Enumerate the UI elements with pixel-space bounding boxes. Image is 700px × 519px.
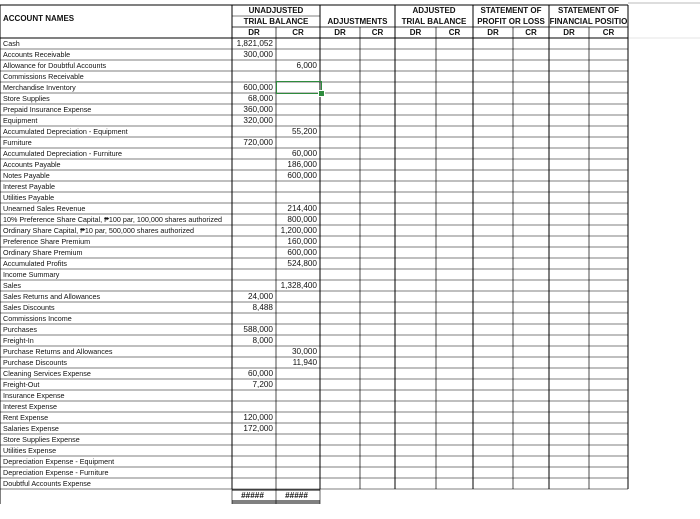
unadjusted-dr-cell[interactable]	[232, 148, 273, 159]
account-name-cell[interactable]: Accounts Payable	[3, 160, 61, 169]
unadjusted-dr-cell[interactable]	[232, 60, 273, 71]
unadjusted-cr-cell[interactable]: 6,000	[296, 61, 317, 70]
account-name-cell[interactable]: Preference Share Premium	[3, 237, 91, 246]
account-name-cell[interactable]: Interest Expense	[3, 402, 57, 411]
unadjusted-dr-cell[interactable]	[232, 401, 273, 412]
account-name-cell[interactable]: Accounts Receivable	[3, 50, 71, 59]
account-name-cell[interactable]: Doubtful Accounts Expense	[3, 479, 91, 488]
dr-column-header: DR	[487, 28, 499, 37]
unadjusted-cr-cell[interactable]	[276, 335, 317, 346]
unadjusted-cr-cell[interactable]: 524,800	[287, 259, 317, 268]
unadjusted-dr-cell[interactable]	[232, 467, 273, 478]
account-name-cell[interactable]: Prepaid Insurance Expense	[3, 105, 92, 114]
cr-column-header: CR	[371, 28, 384, 37]
account-name-cell[interactable]: Merchandise Inventory	[3, 83, 76, 92]
account-names-header: ACCOUNT NAMES	[3, 14, 75, 23]
account-name-cell[interactable]: Depreciation Expense - Furniture	[3, 468, 109, 477]
account-name-cell[interactable]: Commissions Receivable	[3, 72, 84, 81]
unadjusted-cr-cell[interactable]	[276, 291, 317, 302]
dr-column-header: DR	[563, 28, 575, 37]
unadjusted-cr-cell[interactable]	[276, 390, 317, 401]
account-name-cell[interactable]: Rent Expense	[3, 413, 49, 422]
account-name-cell[interactable]: Insurance Expense	[3, 391, 65, 400]
cr-column-header: CR	[292, 28, 304, 37]
account-name-cell[interactable]: Sales	[3, 281, 21, 290]
unadjusted-dr-cell[interactable]	[232, 181, 273, 192]
cr-column-header: CR	[448, 28, 461, 37]
account-name-cell[interactable]: Interest Payable	[3, 182, 55, 191]
unadjusted-dr-cell[interactable]: 7,200	[252, 380, 273, 389]
account-name-cell[interactable]: Income Summary	[3, 270, 60, 279]
unadjusted-dr-cell[interactable]: 68,000	[247, 94, 273, 103]
unadjusted-cr-cell[interactable]: 160,000	[287, 237, 317, 246]
account-name-cell[interactable]: Ordinary Share Capital, ₱10 par, 500,000 shares authorized	[3, 226, 194, 235]
account-name-cell[interactable]: Unearned Sales Revenue	[3, 204, 86, 213]
unadjusted-cr-cell[interactable]	[276, 38, 317, 49]
cr-column-header: CR	[525, 28, 537, 37]
unadjusted-dr-cell[interactable]: 8,488	[252, 303, 273, 312]
account-name-cell[interactable]: Accumulated Profits	[3, 259, 67, 268]
unadjusted-dr-cell[interactable]	[232, 346, 273, 357]
unadjusted-dr-cell[interactable]	[232, 247, 273, 258]
adjusted-header-line1: ADJUSTED	[412, 6, 456, 15]
account-name-cell[interactable]: Freight-In	[3, 336, 34, 345]
account-name-cell[interactable]: Equipment	[3, 116, 38, 125]
unadjusted-cr-cell[interactable]	[276, 137, 317, 148]
unadjusted-dr-cell[interactable]	[232, 71, 273, 82]
unadjusted-header-line2: TRIAL BALANCE	[243, 17, 309, 26]
unadjusted-dr-cell[interactable]: 360,000	[243, 105, 273, 114]
unadjusted-cr-cell[interactable]	[276, 313, 317, 324]
unadjusted-cr-cell[interactable]	[276, 412, 317, 423]
unadjusted-dr-cell[interactable]	[232, 280, 273, 291]
unadjusted-dr-cell[interactable]: 320,000	[243, 116, 273, 125]
account-name-cell[interactable]: Purchase Returns and Allowances	[3, 347, 113, 356]
unadjusted-cr-cell[interactable]: 214,400	[287, 204, 317, 213]
account-name-cell[interactable]: Purchase Discounts	[3, 358, 67, 367]
unadjusted-dr-cell[interactable]: 1,821,052	[236, 39, 273, 48]
unadjusted-cr-cell[interactable]: 60,000	[291, 149, 317, 158]
selected-cell-outline[interactable]	[276, 81, 322, 94]
unadjusted-dr-cell[interactable]	[232, 170, 273, 181]
unadjusted-dr-cell[interactable]: 588,000	[243, 325, 273, 334]
unadjusted-cr-cell[interactable]	[276, 93, 317, 104]
account-name-cell[interactable]: Store Supplies	[3, 94, 50, 103]
dr-column-header: DR	[248, 28, 260, 37]
unadjusted-dr-cell[interactable]: 8,000	[252, 336, 273, 345]
cr-column-header: CR	[602, 28, 615, 37]
unadjusted-dr-cell[interactable]	[232, 434, 273, 445]
account-name-cell[interactable]: Store Supplies Expense	[3, 435, 80, 444]
unadjusted-cr-cell[interactable]: 800,000	[287, 215, 317, 224]
unadjusted-dr-cell[interactable]: 120,000	[243, 413, 273, 422]
unadjusted-cr-cell[interactable]	[276, 368, 317, 379]
unadjusted-dr-cell[interactable]	[232, 390, 273, 401]
unadjusted-dr-cell[interactable]	[232, 203, 273, 214]
unadjusted-dr-cell[interactable]	[232, 456, 273, 467]
adjustments-header: ADJUSTMENTS	[327, 17, 388, 26]
unadjusted-dr-cell[interactable]: 24,000	[247, 292, 273, 301]
unadjusted-dr-cell[interactable]: 60,000	[247, 369, 273, 378]
unadjusted-cr-cell[interactable]: 1,200,000	[280, 226, 317, 235]
unadjusted-dr-cell[interactable]	[232, 192, 273, 203]
unadjusted-cr-cell[interactable]: 30,000	[291, 347, 317, 356]
unadjusted-cr-cell[interactable]	[276, 181, 317, 192]
unadjusted-dr-cell[interactable]	[232, 225, 273, 236]
account-name-cell[interactable]: Cleaning Services Expense	[3, 369, 91, 378]
unadjusted-dr-cell[interactable]	[232, 258, 273, 269]
unadjusted-dr-cell[interactable]: 720,000	[243, 138, 273, 147]
unadjusted-dr-cell[interactable]	[232, 269, 273, 280]
unadjusted-cr-cell[interactable]	[276, 434, 317, 445]
unadjusted-cr-cell[interactable]: 11,940	[292, 358, 317, 367]
account-name-cell[interactable]: Depreciation Expense - Equipment	[3, 457, 115, 466]
unadjusted-dr-cell[interactable]	[232, 313, 273, 324]
account-name-cell[interactable]: Utilities Payable	[3, 193, 55, 202]
unadjusted-cr-cell[interactable]	[276, 104, 317, 115]
unadjusted-dr-cell[interactable]	[232, 357, 273, 368]
unadjusted-cr-cell[interactable]	[276, 324, 317, 335]
dr-column-header: DR	[334, 28, 346, 37]
account-name-cell[interactable]: Ordinary Share Premium	[3, 248, 83, 257]
unadjusted-dr-cell[interactable]	[232, 214, 273, 225]
unadjusted-cr-cell[interactable]: 600,000	[287, 171, 317, 180]
unadjusted-cr-cell[interactable]	[276, 401, 317, 412]
unadjusted-cr-cell[interactable]	[276, 302, 317, 313]
unadjusted-dr-cell[interactable]	[232, 159, 273, 170]
unadjusted-dr-cell[interactable]	[232, 236, 273, 247]
sopl-header-line1: STATEMENT OF	[480, 6, 542, 15]
unadjusted-cr-cell[interactable]: 1,328,400	[280, 281, 317, 290]
account-name-cell[interactable]: Notes Payable	[3, 171, 50, 180]
account-name-cell[interactable]: Accumulated Depreciation - Furniture	[3, 149, 123, 158]
unadjusted-dr-cell[interactable]	[232, 478, 273, 489]
sofp-header-line1: STATEMENT OF	[557, 6, 620, 15]
unadjusted-dr-cell[interactable]	[232, 445, 273, 456]
account-name-cell[interactable]: Freight-Out	[3, 380, 40, 389]
account-name-cell[interactable]: Commissions Income	[3, 314, 72, 323]
account-name-cell[interactable]: Furniture	[3, 138, 32, 147]
unadjusted-cr-cell[interactable]	[276, 456, 317, 467]
account-name-cell[interactable]: Purchases	[3, 325, 37, 334]
unadjusted-cr-cell[interactable]	[276, 467, 317, 478]
unadjusted-dr-cell[interactable]: 300,000	[243, 50, 273, 59]
unadjusted-cr-cell[interactable]	[276, 115, 317, 126]
unadjusted-cr-cell[interactable]	[276, 269, 317, 280]
account-name-cell[interactable]: Utilities Expense	[3, 446, 57, 455]
account-name-cell[interactable]: Sales Discounts	[3, 303, 55, 312]
unadjusted-cr-cell[interactable]	[276, 445, 317, 456]
unadjusted-dr-cell[interactable]: 600,000	[243, 83, 273, 92]
sofp-header-line2: FINANCIAL POSITIO	[549, 17, 628, 26]
sopl-header-line2: PROFIT OR LOSS	[477, 17, 545, 26]
unadjusted-dr-cell[interactable]: 172,000	[243, 424, 273, 433]
unadjusted-cr-cell[interactable]: 55,200	[291, 127, 317, 136]
unadjusted-cr-cell[interactable]	[276, 379, 317, 390]
account-name-cell[interactable]: 10% Preference Share Capital, ₱100 par, 100,000 shares authorized	[3, 215, 222, 224]
account-name-cell[interactable]: Salaries Expense	[3, 424, 59, 433]
unadjusted-cr-cell[interactable]: 186,000	[287, 160, 317, 169]
unadjusted-cr-cell[interactable]	[276, 478, 317, 489]
unadjusted-dr-cell[interactable]	[232, 126, 273, 137]
unadjusted-cr-cell[interactable]	[276, 192, 317, 203]
unadjusted-header-line1: UNADJUSTED	[248, 6, 304, 15]
account-name-cell[interactable]: Accumulated Depreciation - Equipment	[3, 127, 128, 136]
dr-column-header: DR	[409, 28, 422, 37]
account-name-cell[interactable]: Allowance for Doubtful Accounts	[3, 61, 107, 70]
total-dr-cell[interactable]: #####	[241, 491, 264, 500]
fill-handle[interactable]	[318, 90, 325, 97]
unadjusted-cr-cell[interactable]	[276, 423, 317, 434]
account-name-cell[interactable]: Cash	[3, 39, 20, 48]
unadjusted-cr-cell[interactable]: 600,000	[287, 248, 317, 257]
adjusted-header-line2: TRIAL BALANCE	[401, 17, 467, 26]
account-name-cell[interactable]: Sales Returns and Allowances	[3, 292, 101, 301]
unadjusted-cr-cell[interactable]	[276, 49, 317, 60]
total-cr-cell[interactable]: #####	[285, 491, 308, 500]
